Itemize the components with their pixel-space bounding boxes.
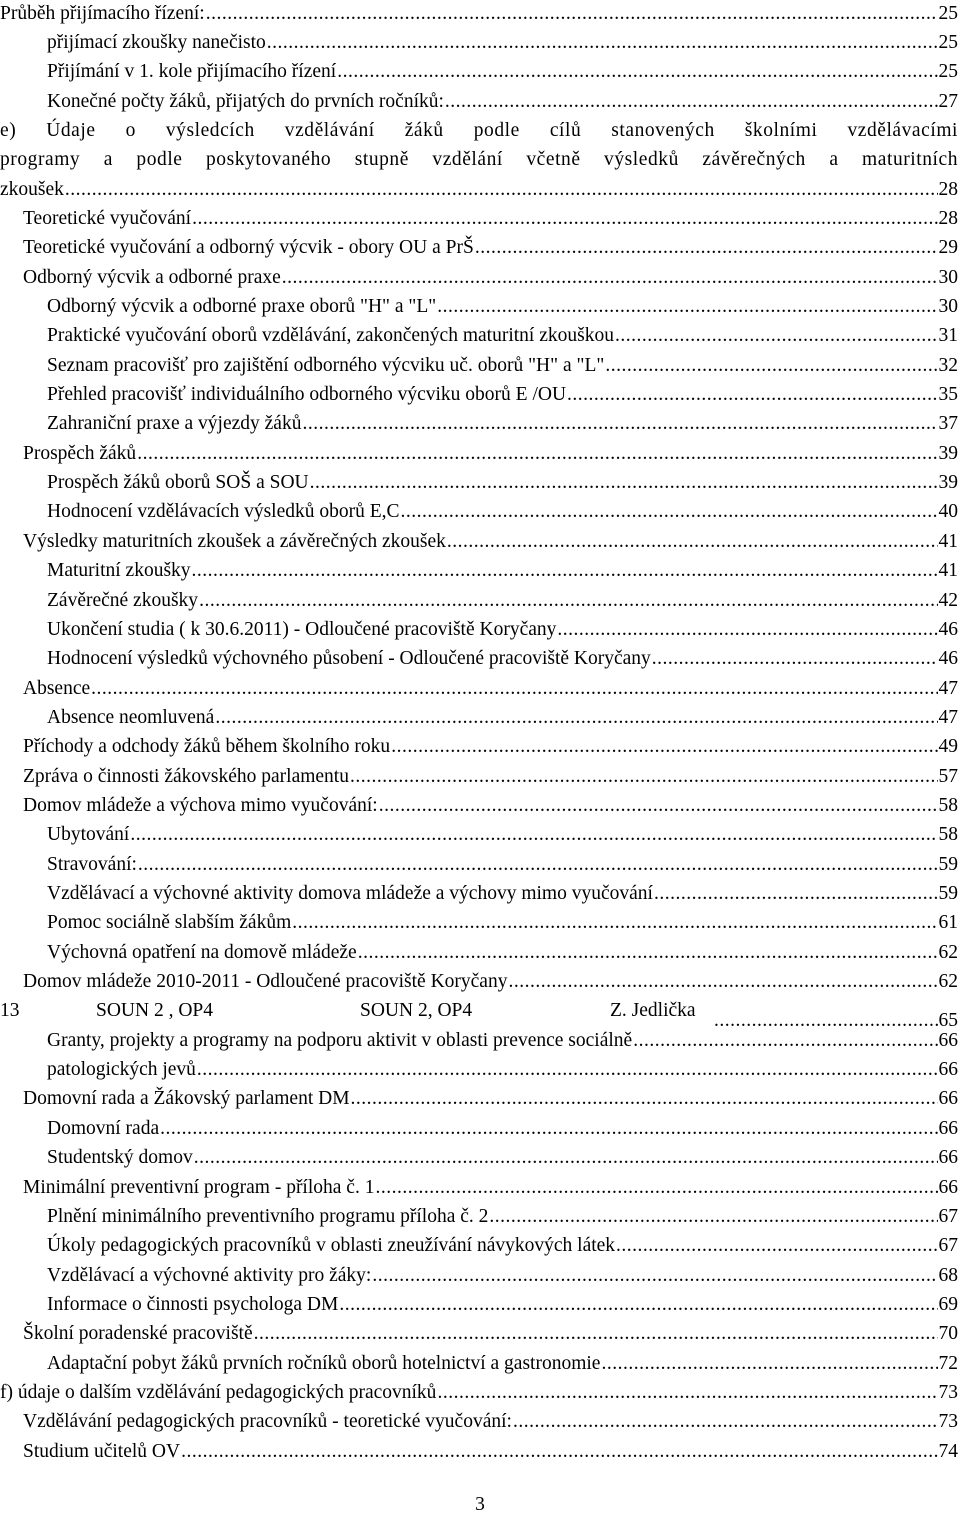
toc-entry[interactable] — [0, 1173, 958, 1202]
page-number: 3 — [475, 1494, 485, 1515]
dot-leader — [447, 527, 938, 556]
toc-entry[interactable] — [0, 233, 958, 262]
toc-entry[interactable] — [0, 938, 958, 967]
toc-entry[interactable] — [0, 879, 958, 908]
toc-page-number: 57 — [938, 765, 958, 787]
dot-leader — [375, 1173, 937, 1202]
toc-entry-title: Domov mládeže 2010-2011 - Odloučené pracoviště Koryčany — [23, 971, 508, 993]
toc-entry-title: Vzdělávání pedagogických pracovníků - teoretické vyučování: — [23, 1411, 512, 1433]
dot-leader — [652, 644, 938, 673]
toc-page-number: 66 — [938, 1176, 958, 1198]
toc-entry-title: Příchody a odchody žáků během školního roku — [23, 736, 391, 758]
dot-leader — [138, 850, 938, 879]
toc-page-number: 68 — [938, 1264, 958, 1286]
toc-entry[interactable] — [0, 1378, 958, 1407]
table-cell-num: 13 — [0, 1000, 20, 1022]
toc-page-number: 66 — [938, 1029, 958, 1051]
toc-page-number: 66 — [938, 1147, 958, 1169]
toc-entry-title: Vzdělávací a výchovné aktivity domova mládeže a výchovy mimo vyučování — [47, 883, 653, 904]
toc-page-number: 32 — [938, 354, 958, 376]
toc-entry-title: Teoretické vyučování — [23, 207, 192, 229]
toc-entry-title: Hodnocení výsledků výchovného působení - Odloučené pracoviště Koryčany — [47, 648, 651, 670]
toc-entry[interactable] — [0, 409, 958, 438]
dot-leader — [339, 1290, 937, 1319]
toc-entry[interactable] — [0, 1437, 958, 1466]
toc-entry-title: Výchovná opatření na domově mládeže — [47, 941, 357, 963]
dot-leader — [358, 938, 938, 967]
toc-entry[interactable] — [0, 762, 958, 791]
toc-entry-title: Přijímání v 1. kole přijímacího řízení — [47, 61, 337, 83]
toc-entry-title: Granty, projekty a programy na podporu aktivit v oblasti prevence sociálně — [47, 1029, 633, 1051]
toc-entry-title: Stravování: — [47, 853, 137, 875]
toc-entry-title: zkoušek — [0, 178, 64, 200]
toc-entry[interactable] — [0, 321, 958, 350]
toc-entry-title: Minimální preventivní program - příloha č. 1 — [23, 1176, 375, 1198]
toc-page-number: 46 — [938, 648, 958, 670]
toc-entry[interactable] — [0, 1319, 958, 1348]
dot-leader — [137, 439, 937, 468]
toc-entry[interactable] — [0, 497, 958, 526]
toc-entry-title: Úkoly pedagogických pracovníků v oblasti zneužívání návykových látek — [47, 1235, 616, 1257]
toc-entry-title: Teoretické vyučování a odborný výcvik - obory OU a PrŠ — [23, 237, 474, 259]
toc-page-number: 61 — [938, 912, 958, 934]
dot-leader — [513, 1407, 938, 1436]
dot-leader — [391, 732, 937, 761]
toc-entry-title: Maturitní zkoušky — [47, 560, 191, 582]
toc-entry-title: Zahraniční praxe a výjezdy žáků — [47, 413, 302, 435]
toc-entry-title: Plnění minimálního preventivního programu příloha č. 2 — [47, 1205, 489, 1227]
toc-entry-title: Adaptační pobyt žáků prvních ročníků oborů hotelnictví a gastronomie — [47, 1352, 601, 1374]
toc-page-number: 73 — [938, 1411, 958, 1433]
toc-entry-title: Výsledky maturitních zkoušek a závěrečných zkoušek — [23, 530, 446, 552]
toc-entry[interactable] — [0, 57, 958, 86]
toc-entry-title: Hodnocení vzdělávacích výsledků oborů E,C — [47, 501, 400, 523]
toc-entry-title: Studium učitelů OV — [23, 1440, 181, 1462]
toc-entry[interactable] — [0, 1026, 958, 1055]
toc-entry[interactable] — [0, 1143, 958, 1172]
toc-page-number: 28 — [938, 178, 958, 200]
dot-leader — [192, 556, 938, 585]
toc-page-number: 25 — [938, 2, 958, 24]
toc-entry[interactable] — [0, 439, 958, 468]
dot-leader — [194, 1143, 938, 1172]
toc-entry[interactable] — [0, 87, 958, 116]
dot-leader — [65, 175, 938, 204]
toc-entry[interactable] — [0, 556, 958, 585]
dot-leader — [192, 204, 937, 233]
toc-entry[interactable] — [0, 1349, 958, 1378]
dot-leader — [215, 703, 937, 732]
dot-leader — [605, 351, 937, 380]
dot-leader — [475, 233, 938, 262]
toc-entry[interactable] — [0, 1084, 958, 1113]
toc-entry-title: Studentský domov — [47, 1147, 193, 1169]
dot-leader — [282, 263, 938, 292]
toc-entry[interactable] — [0, 674, 958, 703]
toc-entry[interactable] — [0, 527, 958, 556]
toc-page-number: 42 — [938, 589, 958, 611]
dot-leader — [206, 0, 938, 28]
toc-entry-title: Domovní rada — [47, 1117, 160, 1139]
dot-leader — [199, 586, 937, 615]
toc-page-number: 29 — [938, 237, 958, 259]
toc-entry[interactable] — [0, 996, 958, 1031]
toc-entry-title: Prospěch žáků oborů SOŠ a SOU — [47, 472, 309, 494]
toc-page-number: 47 — [938, 677, 958, 699]
toc-page-number: 31 — [938, 325, 958, 347]
toc-entry[interactable] — [0, 204, 958, 233]
dot-leader — [379, 791, 938, 820]
dot-leader — [489, 1202, 937, 1231]
toc-page-number: 27 — [938, 90, 958, 112]
toc-entry-continued[interactable]: programy a podle poskytovaného stupně vzdělání včetně výsledků závěrečných a maturitních — [0, 149, 958, 171]
toc-page-number: 74 — [938, 1440, 958, 1462]
toc-entry-title: Vzdělávací a výchovné aktivity pro žáky: — [47, 1264, 372, 1286]
toc-page-number: 40 — [938, 501, 958, 523]
toc-entry[interactable] — [0, 1202, 958, 1231]
dot-leader — [616, 1231, 937, 1260]
toc-page-number: 28 — [938, 207, 958, 229]
toc-page-number: 70 — [938, 1323, 958, 1345]
dot-leader — [437, 1378, 937, 1407]
dot-leader — [91, 674, 937, 703]
dot-leader — [445, 87, 938, 116]
toc-page-number: 66 — [938, 1117, 958, 1139]
toc-entry-title: Absence neomluvená — [47, 706, 215, 728]
toc-page-number: 41 — [938, 560, 958, 582]
toc-page-number: 25 — [938, 31, 958, 53]
dot-leader — [615, 321, 938, 350]
toc-entry[interactable] — [0, 1114, 958, 1143]
toc-page-number: 30 — [938, 266, 958, 288]
toc-entry-title: Průběh přijímacího řízení: — [0, 2, 205, 24]
toc-entry[interactable] — [0, 292, 958, 321]
toc-page-number: 37 — [938, 413, 958, 435]
table-cell-col3: Z. Jedlička — [610, 1000, 696, 1022]
toc-entry-title: Domov mládeže a výchova mimo vyučování: — [23, 794, 378, 816]
toc-page-number: 30 — [938, 296, 958, 317]
toc-entry[interactable] — [0, 28, 958, 57]
toc-entry-title: Zpráva o činnosti žákovského parlamentu — [23, 765, 349, 787]
dot-leader — [372, 1261, 937, 1290]
toc-entry-title: Absence — [23, 677, 91, 699]
toc-entry[interactable] — [0, 732, 958, 761]
toc-page-number: 67 — [938, 1235, 958, 1257]
toc-page-number: 65 — [938, 1009, 958, 1031]
toc-entry[interactable] — [0, 263, 958, 292]
toc-page-number: 67 — [938, 1205, 958, 1227]
toc-page-number: 59 — [938, 883, 958, 904]
toc-entry[interactable] — [0, 175, 958, 204]
dot-leader — [130, 820, 937, 849]
toc-entry-title: Ukončení studia ( k 30.6.2011) - Odloučené pracoviště Koryčany — [47, 618, 557, 640]
dot-leader — [197, 1055, 938, 1084]
toc-page-number: 69 — [938, 1293, 958, 1315]
toc-entry[interactable] — [0, 0, 958, 28]
dot-leader — [160, 1114, 937, 1143]
toc-entry-table-row — [0, 996, 713, 1025]
toc-entry-title: Odborný výcvik a odborné praxe — [23, 266, 281, 288]
toc-entry[interactable] — [0, 615, 958, 644]
toc-entry-title: Ubytování — [47, 824, 130, 846]
toc-entry-title: Přehled pracovišť individuálního odborného výcviku oborů E /OU — [47, 384, 567, 406]
toc-entry[interactable] — [0, 850, 958, 879]
dot-leader — [267, 28, 938, 57]
toc-page-number: 41 — [938, 530, 958, 552]
toc-entry-title: Školní poradenské pracoviště — [23, 1323, 253, 1345]
toc-page-number: 66 — [938, 1059, 958, 1081]
dot-leader — [351, 1084, 938, 1113]
dot-leader — [633, 1026, 937, 1055]
toc-entry-title: f) údaje o dalším vzdělávání pedagogických pracovníků — [0, 1381, 437, 1403]
toc-entry-title: Konečné počty žáků, přijatých do prvních ročníků: — [47, 90, 444, 112]
toc-page-number: 47 — [938, 706, 958, 728]
toc-entry-title: Prospěch žáků — [23, 442, 137, 464]
toc-entry[interactable] — [0, 1407, 958, 1436]
toc-entry-title: Seznam pracovišť pro zajištění odborného výcviku uč. oborů "H" a "L" — [47, 354, 605, 376]
dot-leader — [181, 1437, 937, 1466]
toc-page-number: 35 — [938, 384, 958, 406]
dot-leader — [292, 908, 937, 937]
toc-page-number: 58 — [938, 794, 958, 816]
toc-page-number: 39 — [938, 442, 958, 464]
toc-page-number: 59 — [938, 853, 958, 875]
toc-page-number: 39 — [938, 472, 958, 494]
toc-entry-title: Pomoc sociálně slabším žákům — [47, 912, 292, 934]
toc-entry[interactable] — [0, 967, 958, 996]
toc-entry[interactable] — [0, 468, 958, 497]
toc-entry-title: Odborný výcvik a odborné praxe oborů "H" a "L" — [47, 296, 437, 317]
toc-entry-title: patologických jevů — [47, 1059, 196, 1081]
dot-leader — [601, 1349, 937, 1378]
toc-page-number: 49 — [938, 736, 958, 758]
toc-entry[interactable] — [0, 586, 958, 615]
dot-leader — [302, 409, 937, 438]
toc-entry[interactable] — [0, 1261, 958, 1290]
toc-page-number: 73 — [938, 1381, 958, 1403]
toc-page-number: 46 — [938, 618, 958, 640]
toc-entry[interactable] — [0, 820, 958, 849]
toc-entry[interactable] — [0, 1231, 958, 1260]
dot-leader — [654, 879, 938, 908]
table-cell-col2: SOUN 2, OP4 — [360, 1000, 473, 1022]
toc-entry-title: Závěrečné zkoušky — [47, 589, 199, 611]
dot-leader — [508, 967, 937, 996]
toc-entry-title: Domovní rada a Žákovský parlament DM — [23, 1088, 350, 1110]
toc-page-number: 72 — [938, 1352, 958, 1374]
toc-page-number: 62 — [938, 941, 958, 963]
dot-leader — [350, 762, 938, 791]
toc-page-number: 25 — [938, 61, 958, 83]
dot-leader — [567, 380, 937, 409]
toc-entry[interactable] — [0, 380, 958, 409]
dot-leader — [437, 292, 937, 321]
dot-leader — [557, 615, 937, 644]
toc-entry-title: přijímací zkoušky nanečisto — [47, 31, 266, 53]
dot-leader — [337, 57, 937, 86]
table-cell-col1: SOUN 2 , OP4 — [96, 1000, 214, 1022]
toc-entry[interactable] — [0, 791, 958, 820]
toc-page-number: 66 — [938, 1088, 958, 1110]
toc-entry-title: Informace o činnosti psychologa DM — [47, 1293, 339, 1315]
toc-entry[interactable] — [0, 1290, 958, 1319]
toc-entry[interactable] — [0, 1055, 958, 1084]
toc-entry-title: Praktické vyučování oborů vzdělávání, zakončených maturitní zkouškou — [47, 325, 614, 347]
toc-entry[interactable] — [0, 908, 958, 937]
toc-entry[interactable] — [0, 351, 958, 380]
toc-page-number: 58 — [938, 824, 958, 846]
toc-entry[interactable] — [0, 703, 958, 732]
dot-leader — [254, 1319, 938, 1348]
dot-leader — [310, 468, 938, 497]
toc-entry-continued[interactable]: e) Údaje o výsledcích vzdělávání žáků podle cílů stanovených školními vzdělávacími — [0, 119, 958, 141]
toc-entry[interactable] — [0, 644, 958, 673]
dot-leader — [401, 497, 938, 526]
toc-page-number: 62 — [938, 971, 958, 993]
